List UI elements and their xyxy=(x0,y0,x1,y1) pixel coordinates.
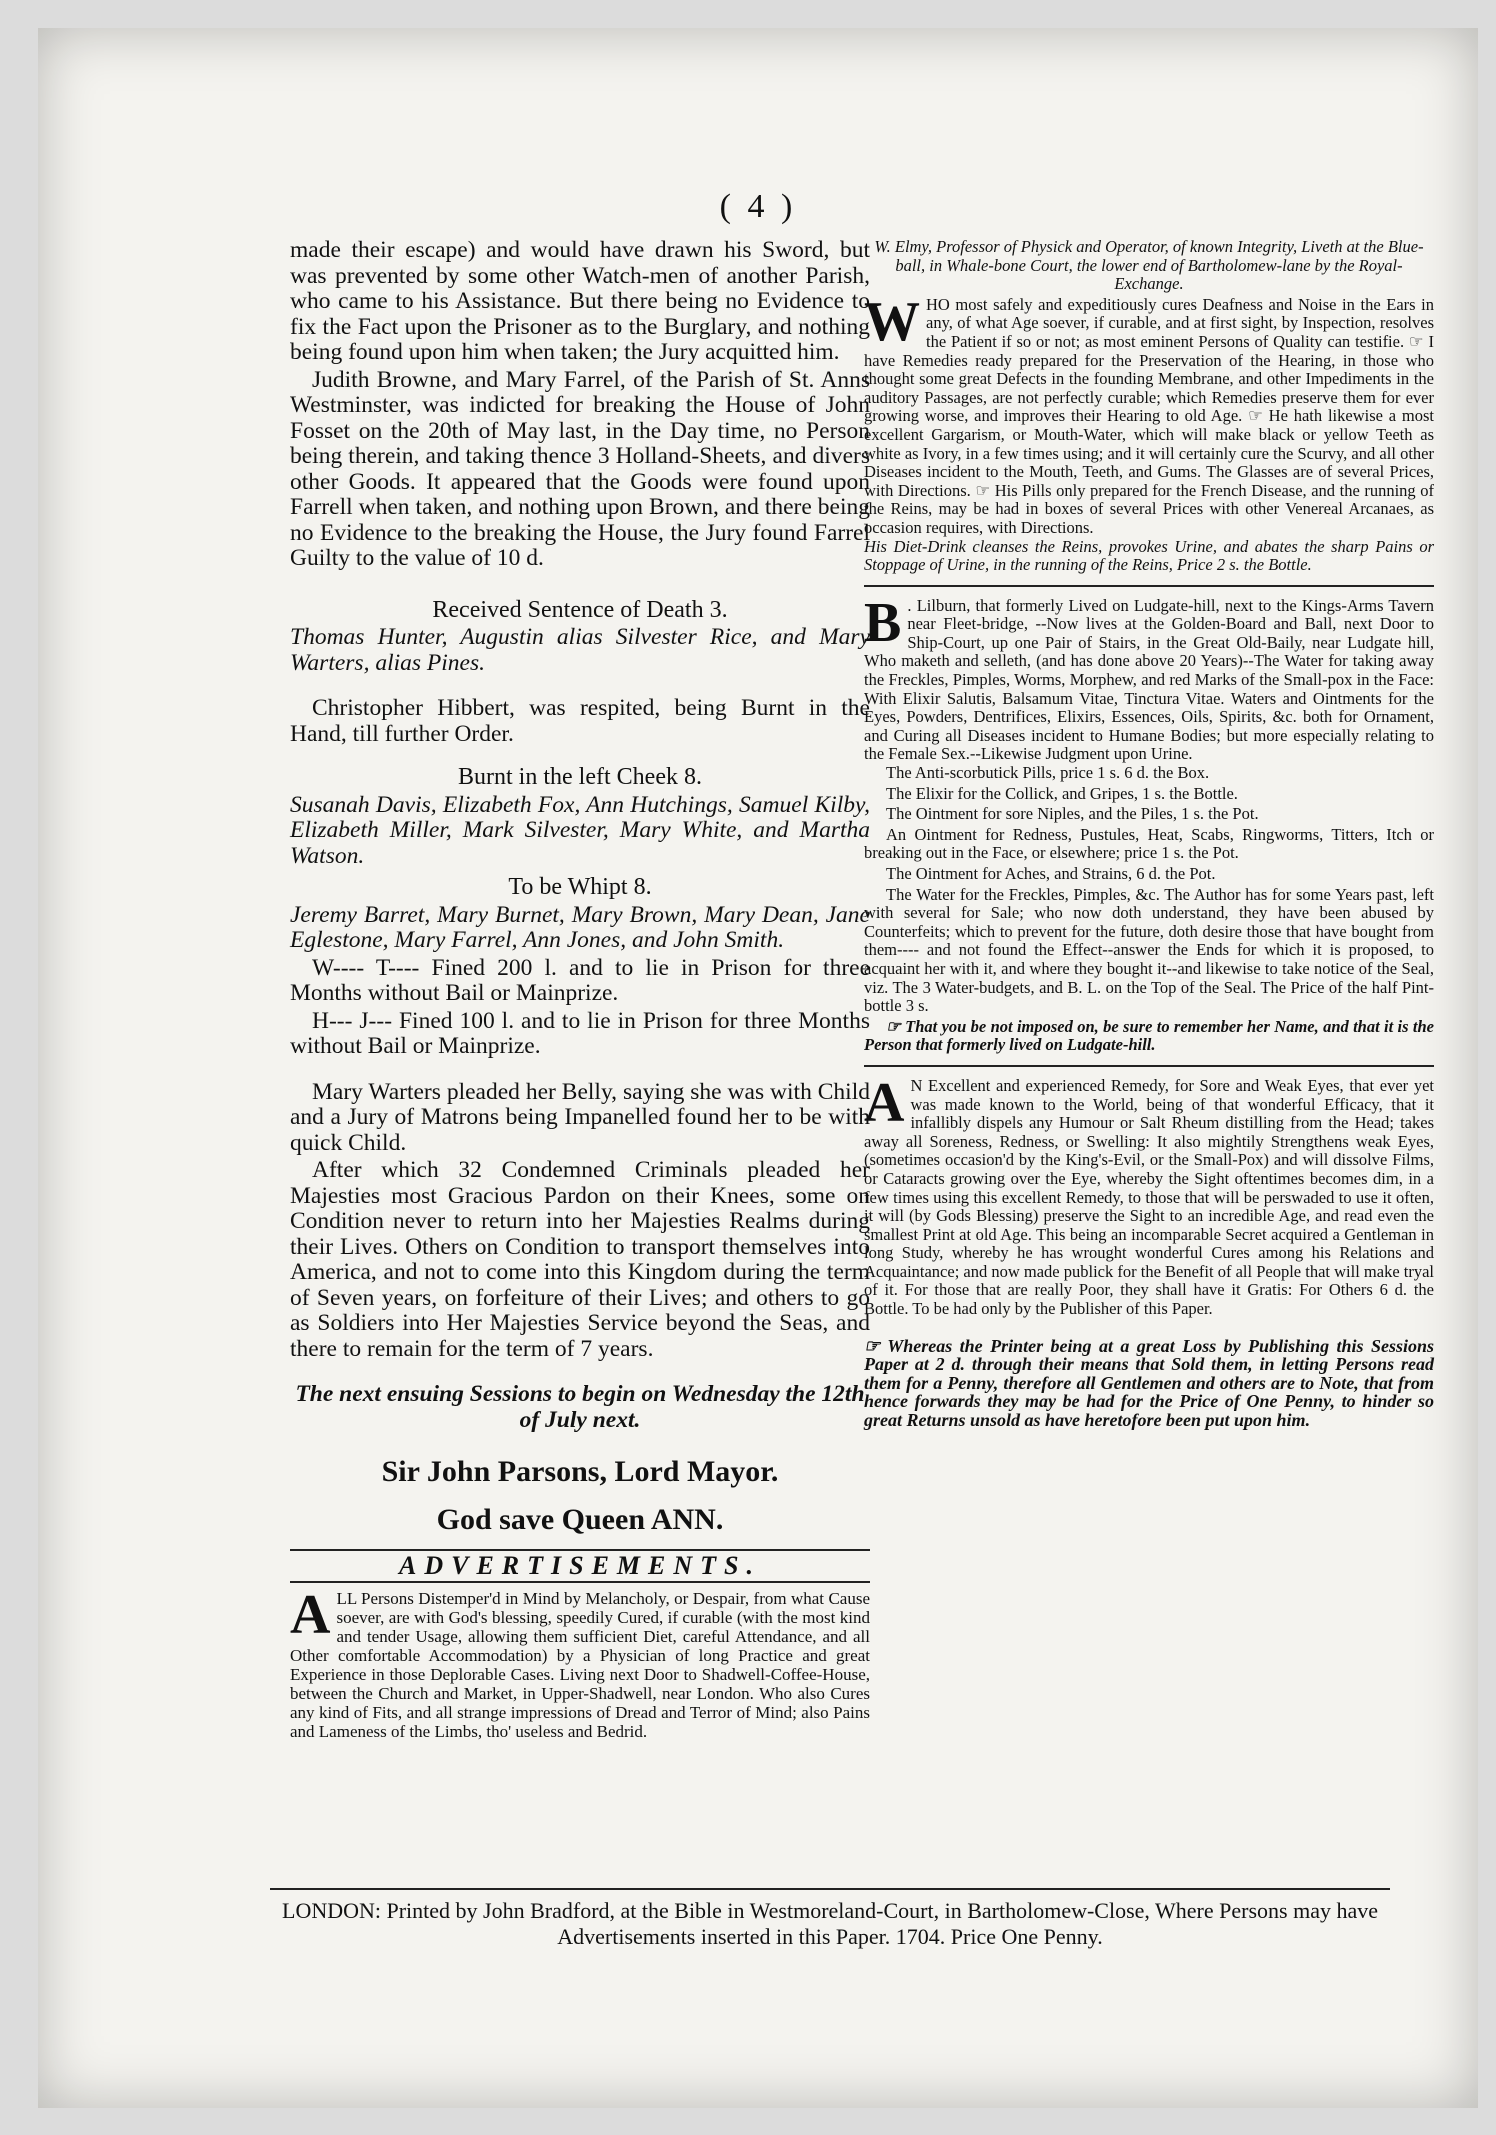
divider-rule-2 xyxy=(864,1065,1434,1067)
page-number: ( 4 ) xyxy=(719,188,797,225)
right-column xyxy=(864,238,1434,1432)
fine-2: H--- J--- Fined 100 l. and to lie in Prison for three Months without Bail or Mainprize. xyxy=(290,1007,870,1059)
whipt-heading: To be Whipt 8. xyxy=(508,874,652,900)
drop-cap-a2: A xyxy=(864,1071,905,1134)
imprint: LONDON: Printed by John Bradford, at the Bible in Westmoreland-Court, in Bartholomew-Close, Where Persons may have Advertisements inserted in this Paper. 1704. Price One Penny. xyxy=(270,1888,1390,1950)
drop-cap-w: W xyxy=(864,290,920,353)
newspaper-page xyxy=(38,28,1478,2108)
lilburn-warning: ☞ That you be not imposed on, be sure to remember her Name, and that it is the Person that formerly lived on Ludgate-hill. xyxy=(864,1016,1434,1055)
trial-paragraph-2: Judith Browne, and Mary Farrel, of the Parish of St. Anns Westminster, was indicted for breaking the House of John Fosset on the 20th of May last, in the Day time, no Person being therein, and taking thence 3 Holland-Sheets, and divers other Goods. It appeared that the Goods were found upon Farrell when taken, and nothing upon Brown, and there being no Evidence to the breaking the House, the Jury found Farrel Guilty to the value of 10 d. xyxy=(290,366,870,571)
drop-cap-b: B xyxy=(864,591,902,654)
lilburn-body: . Lilburn, that formerly Lived on Ludgate-hill, next to the Kings-Arms Tavern near Fleet-bridge, --Now lives at the Golden-Board and Ball, next Door to Ship-Court, up one Pair of Stairs, in the Great Old-Baily, near Ludgate hill, Who maketh and selleth, (and has done above 20 Years)--The Water for taking away the Freckles, Pimples, Worms, Morphew, and red Marks of the Small-pox in the Face: With Elixir Salutis, Balsamum Vitae, Tinctura Vitae. Waters and Ointments for the Eyes, Powders, Dentrifices, Elixirs, Essences, Oils, Spirits, &c. both for Ornament, and Curing all Diseases incident to Humane Bodies; but more especially relating to the Female Sex.--Likewise Judgment upon Urine. xyxy=(864,595,1434,764)
next-sessions-notice: The next ensuing Sessions to begin on Wednesday the 12th of July next. xyxy=(295,1381,865,1433)
lilburn-item-4: An Ointment for Redness, Pustules, Heat, Scabs, Ringworms, Titters, Itch or breaking out in the Face, or elsewhere; price 1 s. the Pot. xyxy=(864,824,1434,863)
eye-remedy-advertisement xyxy=(864,1071,1434,1319)
drop-cap-a: A xyxy=(290,1583,331,1646)
elmy-diet-drink: His Diet-Drink cleanses the Reins, provokes Urine, and abates the sharp Pains or Stoppage of Urine, in the running of the Reins, Price 2 s. the Bottle. xyxy=(864,536,1434,575)
whipt-names: Jeremy Barret, Mary Burnet, Mary Brown, Mary Dean, Jane Eglestone, Mary Farrel, Ann Jones, and John Smith. xyxy=(290,901,870,953)
advertisements-heading: ADVERTISEMENTS. xyxy=(290,1549,870,1583)
elmy-header: W. Elmy, Professor of Physick and Operator, of known Integrity, Liveth at the Blue-ball, in Whale-bone Court, the lower end of Bartholomew-lane by the Royal-Exchange. xyxy=(874,237,1424,294)
death-sentence-names: Thomas Hunter, Augustin alias Silvester Rice, and Mary Warters, alias Pines. xyxy=(290,624,870,676)
trial-paragraph-1: made their escape) and would have drawn his Sword, but was prevented by some other Watch-men of another Parish, who came to his Assistance. But there being no Evidence to fix the Fact upon the Prisoner as to the Burglary, and nothing being found upon him when taken; the Jury acquitted him. xyxy=(290,237,870,365)
advertisement-melancholy xyxy=(290,1583,870,1741)
elmy-advertisement xyxy=(864,290,1434,538)
divider-rule-1 xyxy=(864,585,1434,587)
lilburn-advertisement xyxy=(864,591,1434,764)
god-save-queen-line: God save Queen ANN. xyxy=(436,1503,724,1536)
lilburn-item-5: The Ointment for Aches, and Strains, 6 d. the Pot. xyxy=(886,864,1216,883)
lilburn-item-6: The Water for the Freckles, Pimples, &c. The Author has for some Years past, left with several for Sale; who now doth understand, they have been abused by Counterfeits; which to prevent for the future, doth desire those that have bought from them---- and not found the Effect--answer the Ends for which it is proposed, to acquaint her with it, and where they bought it--and likewise to take notice of the Seal, viz. The 3 Water-budgets, and B. L. on the Top of the Seal. The Price of the half Pint-bottle 3 s. xyxy=(864,884,1434,1016)
lilburn-item-2: The Elixir for the Collick, and Gripes, 1 s. the Bottle. xyxy=(886,783,1238,803)
burnt-names: Susanah Davis, Elizabeth Fox, Ann Hutchings, Samuel Kilby, Elizabeth Miller, Mark Silvester, Mary White, and Martha Watson. xyxy=(290,791,870,869)
respited-note: Christopher Hibbert, was respited, being Burnt in the Hand, till further Order. xyxy=(290,695,870,747)
death-sentence-heading: Received Sentence of Death 3. xyxy=(432,596,728,623)
lord-mayor-line: Sir John Parsons, Lord Mayor. xyxy=(381,1455,779,1488)
pardon-paragraph: After which 32 Condemned Criminals pleaded her Majesties most Gracious Pardon on their Knees, some on Condition never to return into her Majesties Realms during their Lives. Others on Condition to transport themselves into America, and not to come into this Kingdom during the term of Seven years, on forfeiture of their Lives; and others to go as Soldiers into Her Majesties Service beyond the Seas, and there to remain for the term of 7 years. xyxy=(290,1157,870,1362)
lilburn-item-3: The Ointment for sore Niples, and the Piles, 1 s. the Pot. xyxy=(886,804,1259,824)
left-column xyxy=(290,238,870,1741)
burnt-heading: Burnt in the left Cheek 8. xyxy=(458,764,702,790)
lilburn-item-1: The Anti-scorbutick Pills, price 1 s. 6 d. the Box. xyxy=(886,763,1210,783)
fine-1: W---- T---- Fined 200 l. and to lie in Prison for three Months without Bail or Mainprize. xyxy=(290,954,870,1006)
advertisement-melancholy-text: LL Persons Distemper'd in Mind by Melancholy, or Despair, from what Cause soever, are with God's blessing, speedily Cured, if curable (with the most kind and tender Usage, allowing them sufficient Diet, careful Attendance, and all Other comfortable Accommodation) by a Physician of long Practice and great Experience in those Deplorable Cases. Living next Door to Shadwell-Coffee-House, between the Church and Market, in Upper-Shadwell, near London. Who also Cures any kind of Fits, and all strange impressions of Dread and Terror of Mind; also Pains and Lameness of the Limbs, tho' useless and Bedrid. xyxy=(290,1588,870,1741)
printer-note: ☞ Whereas the Printer being at a great Loss by Publishing this Sessions Paper at 2 d. through their means that Sold them, in letting Persons read them for a Penny, therefore all Gentlemen and others are to Note, that from hence forwards they may be had for the Price of One Penny, to hinder so great Returns unsold as have heretofore been put upon him. xyxy=(864,1335,1434,1431)
belly-plea: Mary Warters pleaded her Belly, saying she was with Child and a Jury of Matrons being Impanelled found her to be with quick Child. xyxy=(290,1078,870,1156)
elmy-body: HO most safely and expeditiously cures Deafness and Noise in the Ears in any, of what Age soever, if curable, and at first sight, by Inspection, resolves the Patient if so or not; as most eminent Persons of Quality can testifie. ☞ I have Remedies ready prepared for the Preservation of the Hearing, in those who thought some great Defects in the founding Membrane, and other Impediments in the auditory Passages, are not perfectly curable; which Remedies preserve them for ever growing worse, and improves their Hearing to old Age. ☞ He hath likewise a most excellent Gargarism, or Mouth-Water, which will make black or yellow Teeth as white as Ivory, in a few times using; and it will certainly cure the Scurvy, and all other Diseases incident to the Mouth, Teeth, and Gums. The Glasses are of several Prices, with Directions. ☞ His Pills only prepared for the French Disease, and the running of the Reins, may be had in boxes of several Prices with other Venereal Arcanaes, as occasion requires, with Directions. xyxy=(864,294,1434,537)
eye-remedy-body: N Excellent and experienced Remedy, for Sore and Weak Eyes, that ever yet was made known to the World, being of that wonderful Efficacy, that it infallibly dispels any Humour or Salt Rheum distilling from the Head; takes away all Soreness, Redness, or Swelling: It also mightily Strengthens weak Eyes, (sometimes occasion'd by the King's-Evil, or the Small-Pox) and will dissolve Films, or Cataracts growing over the Eye, whereby the Sight oftentimes becomes dim, in a few times using this excellent Remedy, to those that will be perswaded to use it often, it will (by Gods Blessing) preserve the Sight to an incredible Age, and read even the smallest Print at old Age. This being an incomparable Secret acquired a Gentleman in long Study, whereby he has wrought wonderful Cures among his Relations and Acquaintance; and now made publick for the Benefit of all People that will make tryal of it. For those that are really Poor, they shall have it Gratis: For Others 6 d. the Bottle. To be had only by the Publisher of this Paper. xyxy=(864,1075,1434,1319)
